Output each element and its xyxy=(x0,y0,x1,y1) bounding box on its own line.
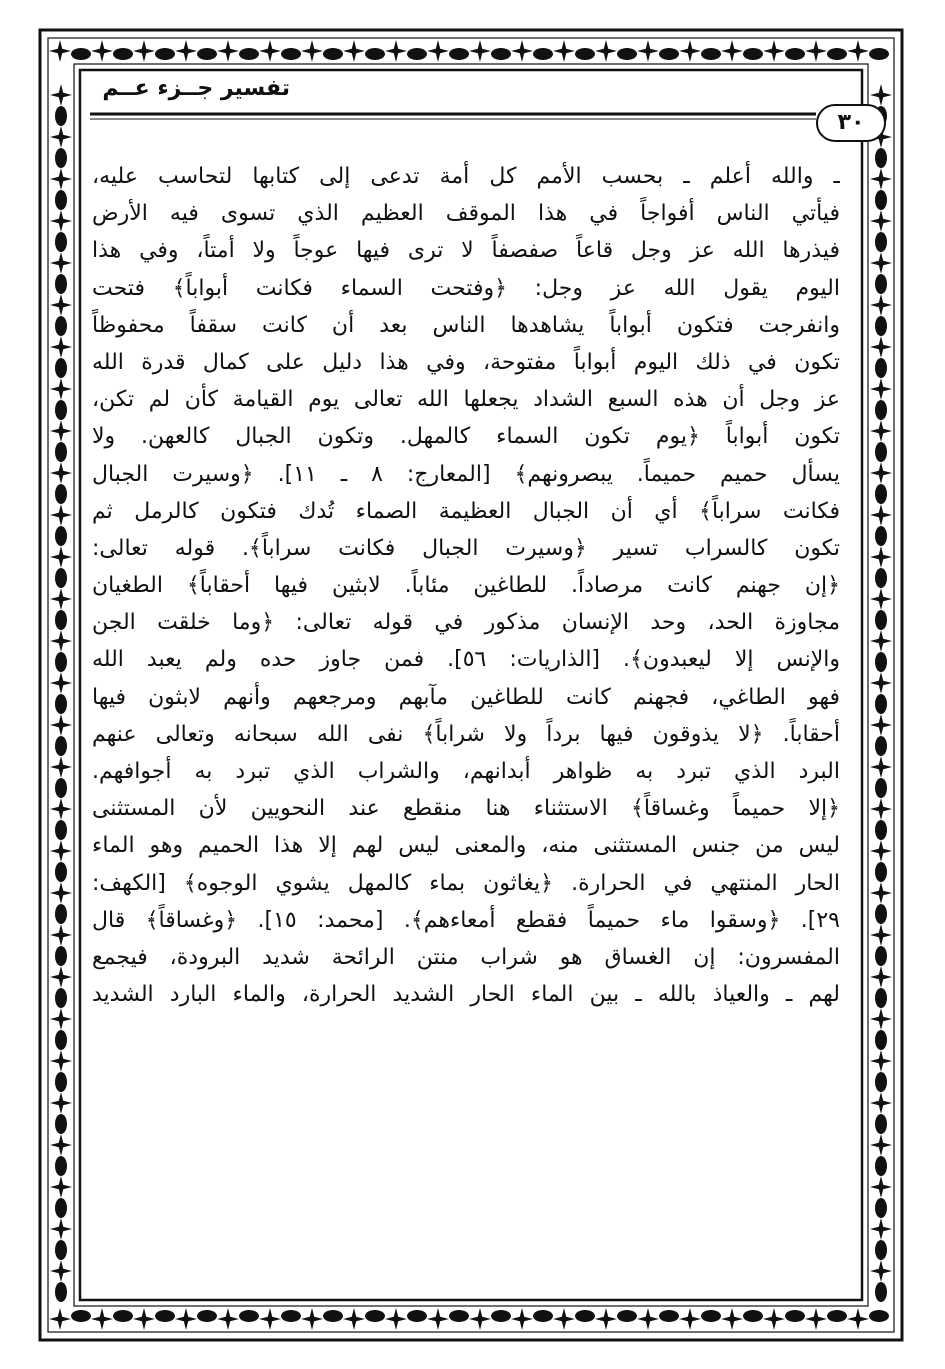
leaf-ornament-icon xyxy=(55,1282,67,1302)
star-ornament-icon xyxy=(553,40,575,62)
star-ornament-icon xyxy=(679,40,701,62)
star-ornament-icon xyxy=(847,40,869,62)
leaf-ornament-icon xyxy=(875,442,887,462)
leaf-ornament-icon xyxy=(55,862,67,882)
leaf-ornament-icon xyxy=(55,694,67,714)
star-ornament-icon xyxy=(133,40,155,62)
star-ornament-icon xyxy=(259,1308,281,1330)
leaf-ornament-icon xyxy=(701,1310,721,1322)
star-ornament-icon xyxy=(511,40,533,62)
leaf-ornament-icon xyxy=(875,1030,887,1050)
star-ornament-icon xyxy=(217,1308,239,1330)
star-ornament-icon xyxy=(870,588,892,610)
star-ornament-icon xyxy=(343,40,365,62)
leaf-ornament-icon xyxy=(55,946,67,966)
star-ornament-icon xyxy=(175,40,197,62)
text-line: لهم ـ والعياذ بالله ـ بين الماء الحار الشديد الحرارة، والماء البارد الشديد xyxy=(92,982,840,1008)
star-ornament-icon xyxy=(637,1308,659,1330)
leaf-ornament-icon xyxy=(55,442,67,462)
star-ornament-icon xyxy=(50,924,72,946)
leaf-ornament-icon xyxy=(875,568,887,588)
star-ornament-icon xyxy=(385,1308,407,1330)
star-ornament-icon xyxy=(805,1308,827,1330)
leaf-ornament-icon xyxy=(491,48,511,60)
leaf-ornament-icon xyxy=(55,1072,67,1092)
leaf-ornament-icon xyxy=(875,190,887,210)
leaf-ornament-icon xyxy=(55,106,67,126)
text-line: ﴿إن جهنم كانت مرصاداً. للطاغين مئاباً. لابثين فيها أحقاباً﴾ الطغيان xyxy=(92,573,840,599)
leaf-ornament-icon xyxy=(617,1310,637,1322)
star-ornament-icon xyxy=(50,756,72,778)
leaf-ornament-icon xyxy=(875,274,887,294)
leaf-ornament-icon xyxy=(281,48,301,60)
star-ornament-icon xyxy=(511,1308,533,1330)
star-ornament-icon xyxy=(763,40,785,62)
leaf-ornament-icon xyxy=(575,48,595,60)
leaf-ornament-icon xyxy=(55,484,67,504)
star-ornament-icon xyxy=(50,210,72,232)
star-ornament-icon xyxy=(427,1308,449,1330)
leaf-ornament-icon xyxy=(197,1310,217,1322)
star-ornament-icon xyxy=(50,420,72,442)
leaf-ornament-icon xyxy=(113,1310,133,1322)
text-line: ـ والله أعلم ـ بحسب الأمم كل أمة تدعى إلى كتابها لتحاسب عليه، xyxy=(92,164,840,189)
text-line: يسأل حميم حميماً. يبصرونهم﴾ [المعارج: ٨ ـ ١١]. ﴿وسيرت الجبال xyxy=(92,461,840,487)
star-ornament-icon xyxy=(50,588,72,610)
star-ornament-icon xyxy=(870,924,892,946)
leaf-ornament-icon xyxy=(533,1310,553,1322)
star-ornament-icon xyxy=(91,1308,113,1330)
star-ornament-icon xyxy=(50,630,72,652)
text-line: وانفرجت فتكون أبواباً يشاهدها الناس بعد أن كانت سقفاً محفوظاً xyxy=(92,312,840,338)
leaf-ornament-icon xyxy=(875,1282,887,1302)
star-ornament-icon xyxy=(259,40,281,62)
leaf-ornament-icon xyxy=(659,1310,679,1322)
star-ornament-icon xyxy=(50,798,72,820)
leaf-ornament-icon xyxy=(827,48,847,60)
star-ornament-icon xyxy=(50,462,72,484)
star-ornament-icon xyxy=(870,672,892,694)
star-ornament-icon xyxy=(175,1308,197,1330)
star-ornament-icon xyxy=(637,40,659,62)
leaf-ornament-icon xyxy=(875,1198,887,1218)
star-ornament-icon xyxy=(50,294,72,316)
leaf-ornament-icon xyxy=(875,610,887,630)
leaf-ornament-icon xyxy=(365,48,385,60)
leaf-ornament-icon xyxy=(407,48,427,60)
star-ornament-icon xyxy=(427,40,449,62)
star-ornament-icon xyxy=(870,714,892,736)
star-ornament-icon xyxy=(870,168,892,190)
text-line: عز وجل أن هذه السبع الشداد يجعلها الله تعالى يوم القيامة كأن لم تكن، xyxy=(92,387,840,413)
star-ornament-icon xyxy=(133,1308,155,1330)
leaf-ornament-icon xyxy=(875,652,887,672)
leaf-ornament-icon xyxy=(239,48,259,60)
star-ornament-icon xyxy=(870,378,892,400)
text-line: مجاوزة الحد، وحد الإنسان مذكور في قوله تعالى: ﴿وما خلقت الجن xyxy=(92,610,840,636)
star-ornament-icon xyxy=(870,966,892,988)
leaf-ornament-icon xyxy=(785,1310,805,1322)
leaf-ornament-icon xyxy=(55,820,67,840)
star-ornament-icon xyxy=(870,1218,892,1240)
leaf-ornament-icon xyxy=(323,1310,343,1322)
star-ornament-icon xyxy=(870,882,892,904)
star-ornament-icon xyxy=(870,210,892,232)
star-ornament-icon xyxy=(553,1308,575,1330)
star-ornament-icon xyxy=(49,40,71,62)
star-ornament-icon xyxy=(870,546,892,568)
leaf-ornament-icon xyxy=(575,1310,595,1322)
text-line: أحقاباً. ﴿لا يذوقون فيها برداً ولا شراباً﴾ نفى الله سبحانه وتعالى عنهم xyxy=(92,721,840,747)
star-ornament-icon xyxy=(763,1308,785,1330)
star-ornament-icon xyxy=(301,1308,323,1330)
leaf-ornament-icon xyxy=(617,48,637,60)
star-ornament-icon xyxy=(50,1176,72,1198)
star-ornament-icon xyxy=(49,1308,71,1330)
star-ornament-icon xyxy=(50,1134,72,1156)
text-line: فيذرها الله عز وجل قاعاً صفصفاً لا ترى فيها عوجاً ولا أمتاً، وفي هذا xyxy=(92,238,840,264)
leaf-ornament-icon xyxy=(55,652,67,672)
star-ornament-icon xyxy=(217,40,239,62)
text-line: الحار المنتهي في الحرارة. ﴿يغاثون بماء كالمهل يشوي الوجوه﴾ [الكهف: xyxy=(92,870,840,896)
leaf-ornament-icon xyxy=(407,1310,427,1322)
leaf-ornament-icon xyxy=(875,820,887,840)
leaf-ornament-icon xyxy=(55,1198,67,1218)
star-ornament-icon xyxy=(50,336,72,358)
text-line: ﴿إلا حميماً وغساقاً﴾ الاستثناء هنا منقطع عند النحويين لأن المستثنى xyxy=(92,796,840,822)
leaf-ornament-icon xyxy=(71,1310,91,1322)
leaf-ornament-icon xyxy=(55,190,67,210)
leaf-ornament-icon xyxy=(875,946,887,966)
leaf-ornament-icon xyxy=(449,48,469,60)
star-ornament-icon xyxy=(50,504,72,526)
leaf-ornament-icon xyxy=(323,48,343,60)
leaf-ornament-icon xyxy=(827,1310,847,1322)
text-line: تكون أبواباً ﴿يوم تكون السماء كالمهل. وتكون الجبال كالعهن. ولا xyxy=(92,424,840,450)
leaf-ornament-icon xyxy=(55,610,67,630)
text-line: تكون في ذلك اليوم أبواباً مفتوحة، وفي هذا دليل على كمال قدرة الله xyxy=(92,349,840,375)
leaf-ornament-icon xyxy=(365,1310,385,1322)
leaf-ornament-icon xyxy=(875,1240,887,1260)
star-ornament-icon xyxy=(870,1092,892,1114)
star-ornament-icon xyxy=(870,294,892,316)
leaf-ornament-icon xyxy=(239,1310,259,1322)
leaf-ornament-icon xyxy=(659,48,679,60)
star-ornament-icon xyxy=(679,1308,701,1330)
leaf-ornament-icon xyxy=(55,400,67,420)
star-ornament-icon xyxy=(50,1218,72,1240)
star-ornament-icon xyxy=(469,1308,491,1330)
star-ornament-icon xyxy=(847,1308,869,1330)
leaf-ornament-icon xyxy=(875,1114,887,1134)
leaf-ornament-icon xyxy=(55,274,67,294)
leaf-ornament-icon xyxy=(701,48,721,60)
leaf-ornament-icon xyxy=(875,484,887,504)
star-ornament-icon xyxy=(50,546,72,568)
leaf-ornament-icon xyxy=(55,148,67,168)
leaf-ornament-icon xyxy=(875,526,887,546)
leaf-ornament-icon xyxy=(55,1240,67,1260)
leaf-ornament-icon xyxy=(875,736,887,756)
leaf-ornament-icon xyxy=(875,358,887,378)
star-ornament-icon xyxy=(870,1008,892,1030)
text-line: فهو الطاغي، فجهنم كانت للطاغين مآبهم ومرجعهم وأنهم لابثون فيها xyxy=(92,684,840,710)
leaf-ornament-icon xyxy=(55,358,67,378)
star-ornament-icon xyxy=(870,252,892,274)
leaf-ornament-icon xyxy=(875,694,887,714)
leaf-ornament-icon xyxy=(281,1310,301,1322)
leaf-ornament-icon xyxy=(155,48,175,60)
star-ornament-icon xyxy=(50,1050,72,1072)
page-number-badge: ٣٠ xyxy=(816,104,886,142)
leaf-ornament-icon xyxy=(55,736,67,756)
text-line: تكون كالسراب تسير ﴿وسيرت الجبال فكانت سراباً﴾. قوله تعالى: xyxy=(92,535,840,561)
star-ornament-icon xyxy=(870,840,892,862)
star-ornament-icon xyxy=(50,1092,72,1114)
star-ornament-icon xyxy=(50,1008,72,1030)
leaf-ornament-icon xyxy=(869,48,889,60)
leaf-ornament-icon xyxy=(55,568,67,588)
star-ornament-icon xyxy=(50,84,72,106)
leaf-ornament-icon xyxy=(785,48,805,60)
text-line: اليوم يقول الله عز وجل: ﴿وفتحت السماء فكانت أبواباً﴾ فتحت xyxy=(92,275,840,301)
star-ornament-icon xyxy=(595,40,617,62)
star-ornament-icon xyxy=(870,630,892,652)
star-ornament-icon xyxy=(870,462,892,484)
leaf-ornament-icon xyxy=(55,778,67,798)
star-ornament-icon xyxy=(595,1308,617,1330)
leaf-ornament-icon xyxy=(875,1072,887,1092)
star-ornament-icon xyxy=(721,40,743,62)
text-line: البرد الذي تبرد به ظواهر أبدانهم، والشراب الذي تبرد به أجوافهم. xyxy=(92,759,840,784)
star-ornament-icon xyxy=(385,40,407,62)
leaf-ornament-icon xyxy=(869,1310,889,1322)
star-ornament-icon xyxy=(50,840,72,862)
leaf-ornament-icon xyxy=(55,1114,67,1134)
star-ornament-icon xyxy=(870,756,892,778)
star-ornament-icon xyxy=(805,40,827,62)
leaf-ornament-icon xyxy=(113,48,133,60)
text-line: فيأتي الناس أفواجاً في هذا الموقف العظيم الذي تسوى فيه الأرض xyxy=(92,201,840,227)
star-ornament-icon xyxy=(870,1050,892,1072)
leaf-ornament-icon xyxy=(875,148,887,168)
leaf-ornament-icon xyxy=(55,526,67,546)
leaf-ornament-icon xyxy=(875,862,887,882)
star-ornament-icon xyxy=(50,1260,72,1282)
leaf-ornament-icon xyxy=(449,1310,469,1322)
star-ornament-icon xyxy=(870,798,892,820)
text-line: ٢٩]. ﴿وسقوا ماء حميماً فقطع أمعاءهم﴾. [محمد: ١٥]. ﴿وغساقاً﴾ قال xyxy=(92,907,840,933)
leaf-ornament-icon xyxy=(533,48,553,60)
star-ornament-icon xyxy=(343,1308,365,1330)
star-ornament-icon xyxy=(50,168,72,190)
text-line: ليس من جنس المستثنى منه، والمعنى ليس لهم إلا هذا الحميم وهو الماء xyxy=(92,833,840,859)
leaf-ornament-icon xyxy=(55,904,67,924)
star-ornament-icon xyxy=(301,40,323,62)
star-ornament-icon xyxy=(469,40,491,62)
star-ornament-icon xyxy=(50,714,72,736)
leaf-ornament-icon xyxy=(743,1310,763,1322)
star-ornament-icon xyxy=(870,84,892,106)
text-line: والإنس إلا ليعبدون﴾. [الذاريات: ٥٦]. فمن جاوز حده ولم يعبد الله xyxy=(92,647,840,673)
leaf-ornament-icon xyxy=(743,48,763,60)
leaf-ornament-icon xyxy=(875,778,887,798)
page-text-body xyxy=(92,158,840,1273)
running-header-title: تفسير جــزء عــم xyxy=(102,76,290,101)
leaf-ornament-icon xyxy=(875,904,887,924)
leaf-ornament-icon xyxy=(875,316,887,336)
leaf-ornament-icon xyxy=(55,1156,67,1176)
star-ornament-icon xyxy=(50,882,72,904)
leaf-ornament-icon xyxy=(71,48,91,60)
leaf-ornament-icon xyxy=(875,400,887,420)
leaf-ornament-icon xyxy=(875,1156,887,1176)
star-ornament-icon xyxy=(870,504,892,526)
star-ornament-icon xyxy=(870,336,892,358)
leaf-ornament-icon xyxy=(491,1310,511,1322)
star-ornament-icon xyxy=(870,1134,892,1156)
leaf-ornament-icon xyxy=(155,1310,175,1322)
leaf-ornament-icon xyxy=(55,316,67,336)
leaf-ornament-icon xyxy=(197,48,217,60)
text-line: فكانت سراباً﴾ أي أن الجبال العظيمة الصماء تُدك فتكون كالرمل ثم xyxy=(92,498,840,524)
leaf-ornament-icon xyxy=(55,1030,67,1050)
leaf-ornament-icon xyxy=(55,232,67,252)
star-ornament-icon xyxy=(50,966,72,988)
star-ornament-icon xyxy=(870,420,892,442)
star-ornament-icon xyxy=(870,1176,892,1198)
star-ornament-icon xyxy=(870,1260,892,1282)
star-ornament-icon xyxy=(50,126,72,148)
star-ornament-icon xyxy=(721,1308,743,1330)
star-ornament-icon xyxy=(50,378,72,400)
leaf-ornament-icon xyxy=(55,988,67,1008)
leaf-ornament-icon xyxy=(875,232,887,252)
leaf-ornament-icon xyxy=(875,988,887,1008)
text-line: المفسرون: إن الغساق هو شراب منتن الرائحة شديد البرودة، فيجمع xyxy=(92,944,840,970)
star-ornament-icon xyxy=(50,252,72,274)
star-ornament-icon xyxy=(50,672,72,694)
star-ornament-icon xyxy=(91,40,113,62)
